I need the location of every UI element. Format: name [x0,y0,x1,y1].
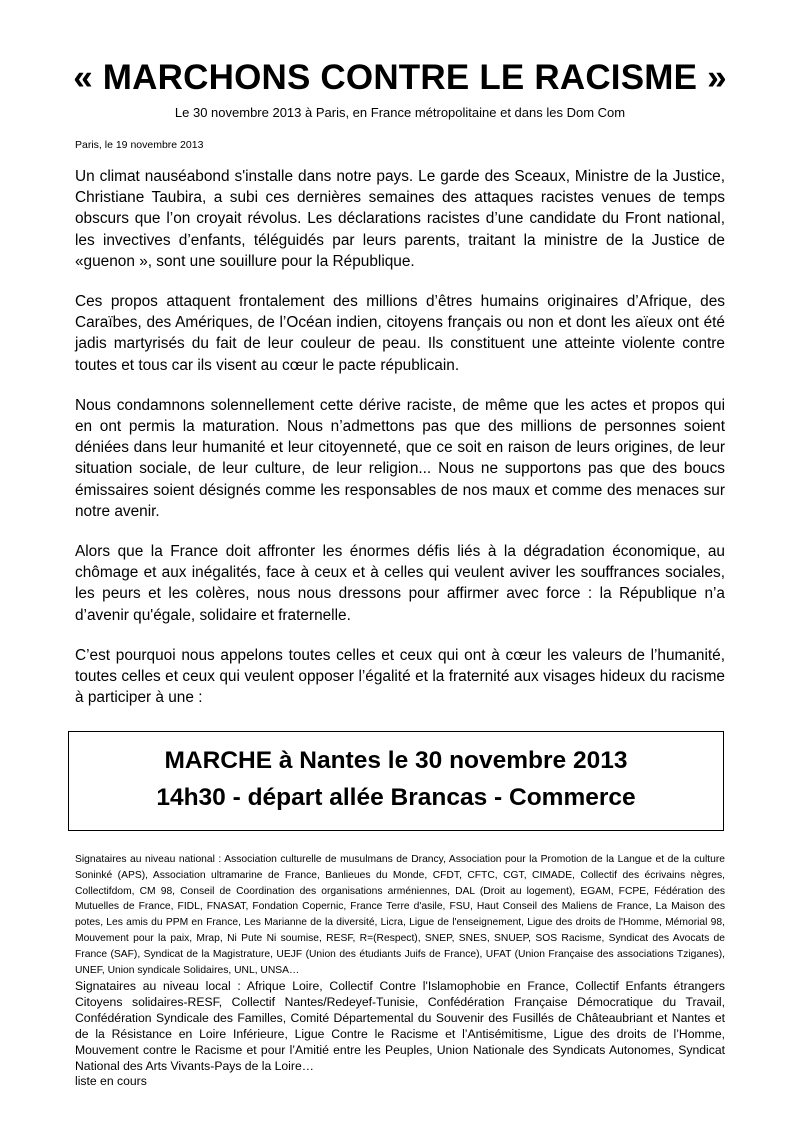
paragraph: Ces propos attaquent frontalement des millions d’êtres humains originaires d’Afrique, des Caraïbes, des Amériques, de l’Océan indien, citoyens français ou non et dont les aïeux ont été jadis martyrisés du fait de leur couleur de peau. Ils constituent une atteinte violente contre toutes et tous car ils visent au cœur le pacte républicain. [75,293,725,374]
signatories-local-status: liste en cours [75,1074,147,1089]
march-departure-line: 14h30 - départ allée Brancas - Commerce [156,784,636,811]
document-subtitle: Le 30 novembre 2013 à Paris, en France métropolitaine et dans les Dom Com [174,105,626,120]
signatories-local-block [75,979,725,1090]
body-text [75,166,725,727]
dateline: Paris, le 19 novembre 2013 [75,139,204,151]
march-announcement-box [68,731,724,831]
march-date-line: MARCHE à Nantes le 30 novembre 2013 [164,747,628,774]
paragraph: C’est pourquoi nous appelons toutes celles et ceux qui ont à cœur les valeurs de l’humanité, toutes celles et ceux qui veulent opposer l’égalité et la fraternité aux visages hideux du racisme à participer à une : [75,646,725,707]
document-title: « MARCHONS CONTRE LE RACISME » [73,58,727,97]
signatories-local: Signataires au niveau local : Afrique Loire, Collectif Contre l'Islamophobie en France, Collectif Enfants étrangers Citoyens solidaires-RESF, Collectif Nantes/Redeyef-Tunisie, Confédération Française Démocratique du Travail, Confédération Syndicale des Familles, Comité Départemental du Souvenir des Fusillés de Châteaubriant et Nantes et de la Résistance en Loire Inférieure, Ligue Contre le Racisme et l’Antisémitisme, Ligue des droits de l’Homme, Mouvement contre le Racisme et pour l’Amitié entre les Peuples, Union Nationale des Syndicats Autonomes, Syndicat National des Arts Vivants-Pays de la Loire… [75,979,725,1073]
paragraph: Un climat nauséabond s'installe dans notre pays. Le garde des Sceaux, Ministre de la Justice, Christiane Taubira, a subi ces dernières semaines des attaques racistes venues de temps obscurs que l’on croyait révolus. Les déclarations racistes d’une candidate du Front national, les invectives d’enfants, téléguidés par leurs parents, traitant la ministre de la Justice de «guenon », sont une souillure pour la République. [75,168,725,270]
paragraph: Alors que la France doit affronter les énormes défis liés à la dégradation économique, au chômage et aux inégalités, face à ceux et à celles qui veulent aviver les souffrances sociales, les peurs et les colères, nous nous dressons pour affirmer avec force : la République n’a d’avenir qu'égale, solidaire et fraternelle. [75,543,725,624]
paragraph: Nous condamnons solennellement cette dérive raciste, de même que les actes et propos qui en ont permis la maturation. Nous n’admettons pas que des millions de personnes soient déniées dans leur humanité et leur citoyenneté, que ce soit en raison de leurs origines, de leur situation sociale, de leur culture, de leur religion... Nous ne supportons pas que des boucs émissaires soient désignés comme les responsables de nos maux et comme des menaces sur notre avenir. [75,396,725,520]
signatories-national: Signataires au niveau national : Association culturelle de musulmans de Drancy, Association pour la Promotion de la Langue et de la culture Soninké (APS), Association ultramarine de France, Banlieues du Monde, CFDT, CFTC, CGT, CIMADE, Collectif des écrivains nègres, Collectifdom, CM 98, Conseil de Coordination des organisations arméniennes, DAL (Droit au logement), EGAM, FCPE, Fédération des Mutuelles de France, FIDL, FNASAT, Fondation Copernic, France Terre d'asile, FSU, Haut Conseil des Maliens de France, La Maison des potes, Les amis du PPM en France, Les Marianne de la diversité, Licra, Ligue de l'enseignement, Ligue des droits de l'Homme, Mémorial 98, Mouvement pour la paix, Mrap, Ni Pute Ni soumise, RESF, R=(Respect), SNEP, SNES, SNUEP, SOS Racisme, Syndicat des Avocats de France (SAF), Syndicat de la Magistrature, UEJF (Union des étudiants Juifs de France), UFAT (Union Française des associations Tziganes), UNEF, Union syndicale Solidaires, UNL, UNSA… [75,854,725,976]
